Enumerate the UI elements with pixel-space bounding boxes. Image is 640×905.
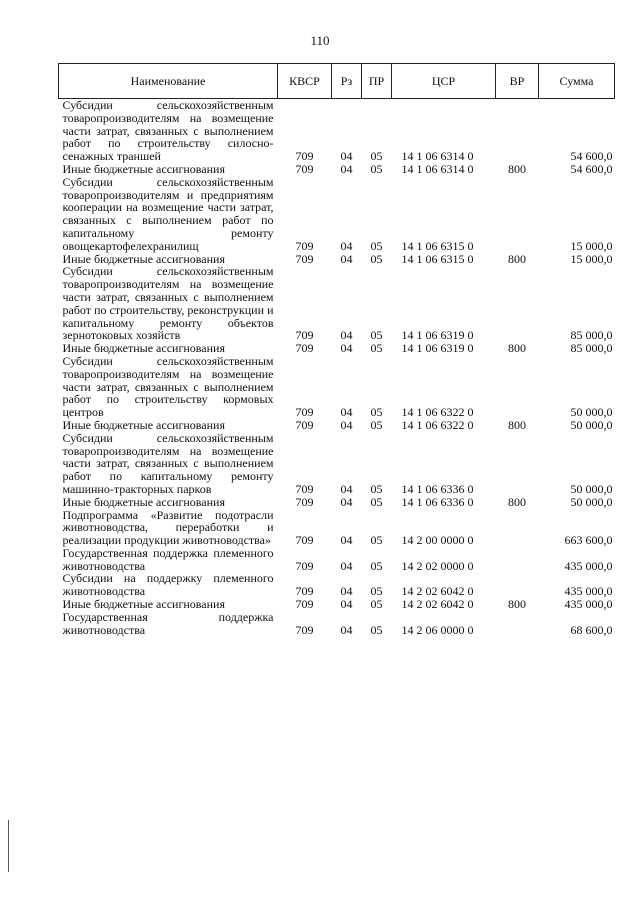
cell-name: Иные бюджетные ассигнования — [62, 251, 225, 266]
cell-name: Субсидии на поддержку племенного животноводства — [62, 571, 274, 599]
table-row — [59, 265, 615, 342]
cell-csr: 14 2 02 6042 0 — [401, 597, 474, 612]
cell-vr: 800 — [508, 341, 526, 356]
cell-sum: 435 000,0 — [564, 597, 613, 612]
cell-sum: 15 000,0 — [570, 238, 613, 253]
cell-csr: 14 2 02 6042 0 — [401, 584, 474, 599]
cell-vr — [496, 572, 539, 598]
cell-sum: 435 000,0 — [564, 558, 613, 573]
cell-sum: 15 000,0 — [570, 251, 613, 266]
table-header-row — [59, 64, 615, 99]
cell-sum: 85 000,0 — [570, 328, 613, 343]
cell-pr: 05 — [370, 494, 383, 509]
cell-pr: 05 — [370, 481, 383, 496]
cell-sum: 50 000,0 — [570, 481, 613, 496]
cell-sum: 54 600,0 — [570, 149, 613, 164]
cell-rz: 04 — [340, 558, 353, 573]
table-row — [59, 163, 615, 176]
cell-csr: 14 1 06 6319 0 — [401, 328, 474, 343]
cell-vr: 800 — [508, 161, 526, 176]
cell-pr: 05 — [370, 597, 383, 612]
cell-vr — [496, 611, 539, 637]
cell-pr: 05 — [370, 238, 383, 253]
cell-name: Субсидии сельскохозяйственным товаропроизводителям и предприятиям кооперации на возмещение части затрат, связанных с выполнением работ по капитальному ремонту овощекартофелехранилищ — [62, 174, 274, 253]
budget-table — [58, 63, 615, 636]
cell-kvsr: 709 — [295, 238, 314, 253]
cell-vr — [496, 176, 539, 253]
table-row — [59, 176, 615, 253]
cell-name: Иные бюджетные ассигнования — [62, 597, 225, 612]
cell-kvsr: 709 — [295, 417, 314, 432]
cell-pr: 05 — [370, 584, 383, 599]
cell-vr — [496, 99, 539, 163]
cell-name: Иные бюджетные ассигнования — [62, 494, 225, 509]
cell-name: Иные бюджетные ассигнования — [62, 417, 225, 432]
cell-name: Субсидии сельскохозяйственным товаропроизводителям на возмещение части затрат, связанных с выполнением работ по строительству, реконструкции и капитальному ремонту объектов зернотоковых хозяйств — [62, 264, 274, 343]
cell-kvsr: 709 — [295, 494, 314, 509]
cell-pr: 05 — [370, 533, 383, 548]
cell-vr — [496, 547, 539, 573]
cell-name: Субсидии сельскохозяйственным товаропроизводителям на возмещение части затрат, связанных с выполнением работ по строительству силосно-сенажных траншей — [62, 98, 274, 164]
cell-rz: 04 — [340, 417, 353, 432]
cell-csr: 14 2 06 0000 0 — [401, 622, 474, 637]
cell-pr: 05 — [370, 328, 383, 343]
cell-sum: 50 000,0 — [570, 405, 613, 420]
cell-sum: 68 600,0 — [570, 622, 613, 637]
cell-csr: 14 2 00 0000 0 — [401, 533, 474, 548]
cell-csr: 14 2 02 0000 0 — [401, 558, 474, 573]
cell-kvsr: 709 — [295, 149, 314, 164]
cell-kvsr: 709 — [295, 584, 314, 599]
cell-pr: 05 — [370, 341, 383, 356]
cell-kvsr: 709 — [295, 481, 314, 496]
cell-pr: 05 — [370, 161, 383, 176]
cell-kvsr: 709 — [295, 558, 314, 573]
header-rz: Рз — [332, 64, 362, 99]
cell-vr — [496, 432, 539, 496]
cell-pr: 05 — [370, 149, 383, 164]
cell-kvsr: 709 — [295, 251, 314, 266]
cell-name: Государственная поддержка племенного животноводства — [62, 545, 274, 573]
cell-name: Подпрограмма «Развитие подотрасли животноводства, переработки и реализации продукции животноводства» — [62, 507, 274, 548]
cell-csr: 14 1 06 6314 0 — [401, 161, 474, 176]
cell-rz: 04 — [340, 533, 353, 548]
cell-kvsr: 709 — [295, 622, 314, 637]
cell-csr: 14 1 06 6315 0 — [401, 251, 474, 266]
page-number: 110 — [310, 33, 330, 48]
cell-kvsr: 709 — [295, 597, 314, 612]
cell-name: Субсидии сельскохозяйственным товаропроизводителям на возмещение части затрат, связанных с выполнением работ по строительству кормовых центров — [62, 353, 274, 420]
cell-rz: 04 — [340, 328, 353, 343]
header-csr: ЦСР — [392, 64, 496, 99]
cell-rz: 04 — [340, 149, 353, 164]
cell-rz: 04 — [340, 622, 353, 637]
cell-pr: 05 — [370, 251, 383, 266]
cell-rz: 04 — [340, 341, 353, 356]
table-row — [59, 509, 615, 547]
cell-csr: 14 1 06 6315 0 — [401, 238, 474, 253]
cell-vr — [496, 265, 539, 342]
header-pr: ПР — [362, 64, 392, 99]
cell-csr: 14 1 06 6336 0 — [401, 494, 474, 509]
cell-pr: 05 — [370, 417, 383, 432]
table-row — [59, 496, 615, 509]
cell-rz: 04 — [340, 597, 353, 612]
header-kvsr: КВСР — [278, 64, 332, 99]
table-row — [59, 572, 615, 598]
table-row — [59, 598, 615, 611]
cell-vr: 800 — [508, 597, 526, 612]
table-row — [59, 355, 615, 419]
cell-vr: 800 — [508, 494, 526, 509]
cell-sum: 435 000,0 — [564, 584, 613, 599]
cell-rz: 04 — [340, 405, 353, 420]
cell-sum: 50 000,0 — [570, 417, 613, 432]
cell-pr: 05 — [370, 558, 383, 573]
cell-pr: 05 — [370, 622, 383, 637]
cell-name: Иные бюджетные ассигнования — [62, 341, 225, 356]
margin-rule — [8, 820, 9, 872]
table-row — [59, 99, 615, 163]
cell-vr: 800 — [508, 417, 526, 432]
cell-rz: 04 — [340, 251, 353, 266]
cell-csr: 14 1 06 6322 0 — [401, 417, 474, 432]
cell-kvsr: 709 — [295, 341, 314, 356]
cell-vr — [496, 355, 539, 419]
cell-rz: 04 — [340, 494, 353, 509]
cell-csr: 14 1 06 6322 0 — [401, 405, 474, 420]
cell-pr: 05 — [370, 405, 383, 420]
header-vr: ВР — [496, 64, 539, 99]
cell-sum: 85 000,0 — [570, 341, 613, 356]
cell-name: Государственная поддержка животноводства — [62, 609, 274, 637]
header-sum: Сумма — [539, 64, 615, 99]
cell-rz: 04 — [340, 238, 353, 253]
cell-csr: 14 1 06 6319 0 — [401, 341, 474, 356]
cell-name: Субсидии сельскохозяйственным товаропроизводителям на возмещение части затрат, связанных с выполнением работ по капитальному ремонту машинно-тракторных парков — [62, 430, 274, 496]
cell-kvsr: 709 — [295, 533, 314, 548]
cell-vr: 800 — [508, 251, 526, 266]
cell-csr: 14 1 06 6314 0 — [401, 149, 474, 164]
cell-rz: 04 — [340, 161, 353, 176]
cell-csr: 14 1 06 6336 0 — [401, 481, 474, 496]
cell-sum: 663 600,0 — [564, 533, 613, 548]
cell-kvsr: 709 — [295, 328, 314, 343]
cell-sum: 54 600,0 — [570, 161, 613, 176]
cell-kvsr: 709 — [295, 405, 314, 420]
cell-kvsr: 709 — [295, 161, 314, 176]
header-name: Наименование — [59, 64, 278, 99]
table-row — [59, 419, 615, 432]
cell-vr — [496, 509, 539, 547]
cell-rz: 04 — [340, 481, 353, 496]
table-row — [59, 611, 615, 637]
cell-rz: 04 — [340, 584, 353, 599]
cell-sum: 50 000,0 — [570, 494, 613, 509]
table-row — [59, 547, 615, 573]
cell-name: Иные бюджетные ассигнования — [62, 161, 225, 176]
table-row — [59, 432, 615, 496]
